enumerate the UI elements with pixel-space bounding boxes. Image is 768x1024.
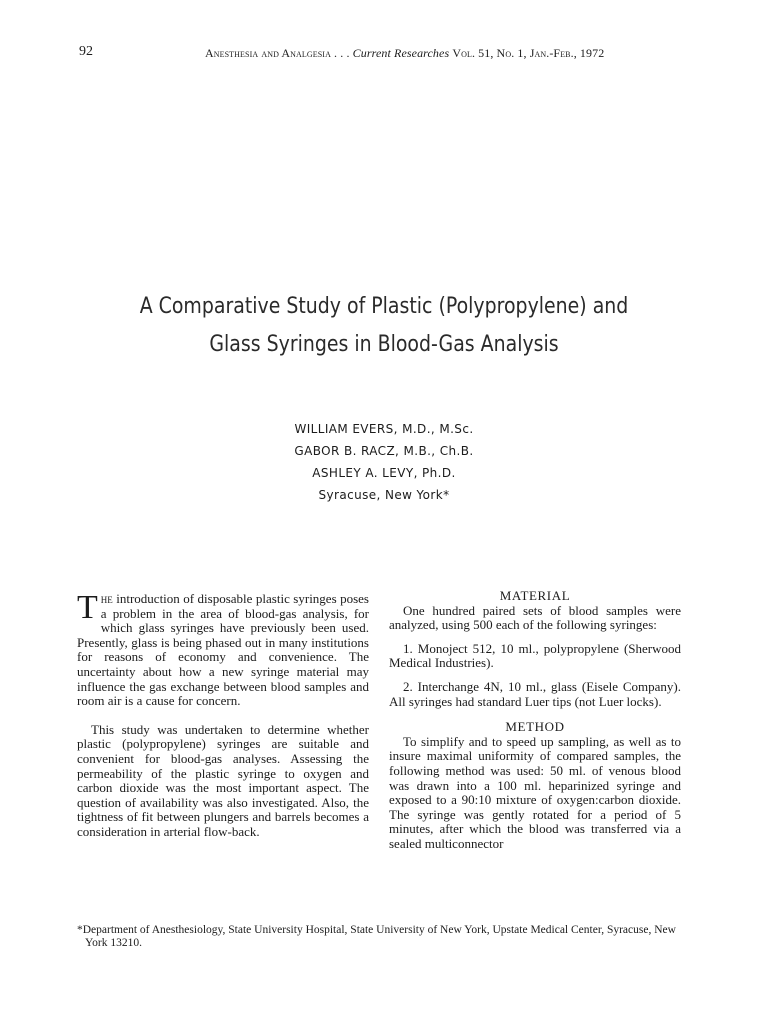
journal-name: Anesthesia and Analgesia — [205, 46, 331, 60]
volume-issue: Vol. 51, No. 1, Jan.-Feb., 1972 — [452, 46, 605, 60]
intro-paragraph — [77, 589, 369, 709]
title-line-2: Glass Syringes in Blood-Gas Analysis — [209, 332, 559, 357]
method-heading: METHOD — [505, 719, 565, 735]
title-line-1: A Comparative Study of Plastic (Polypropylene) and — [139, 294, 629, 319]
intro-text: introduction of disposable plastic syringes poses a problem in the area of blood-gas analysis, for which glass syringes have previously been used. Presently, glass is being phased out in many institutions for reasons of economy and convenience. The uncertainty about how a new syringe material may influence the gas exchange between blood samples and room air is a cause for concern. — [77, 591, 369, 709]
author-3: ASHLEY A. LEVY, Ph.D. — [312, 466, 456, 480]
material-item-2: 2. Interchange 4N, 10 ml., glass (Eisele Company). All syringes had standard Luer tips (not Luer locks). — [389, 678, 681, 709]
running-head-separator: . . . — [330, 46, 353, 60]
journal-section: Current Researches — [352, 46, 450, 60]
running-head — [205, 46, 604, 61]
footnote — [77, 924, 681, 950]
material-heading: MATERIAL — [499, 588, 571, 603]
lead-in: he — [100, 591, 113, 606]
footnote-text: *Department of Anesthesiology, State University Hospital, State University of New York, Upstate Medical Center, Syracuse, New York 13210. — [77, 924, 676, 949]
author-2: GABOR B. RACZ, M.B., Ch.B. — [294, 444, 474, 458]
method-text: To simplify and to speed up sampling, as well as to insure maximal uniformity of compared samples, the following method was used: 50 ml. of venous blood was drawn into a 100 ml. heparinized syringe and exposed to a 90:10 mixture of oxygen:carbon dioxide. The syringe was gently rotated for a period of 5 minutes, after which the blood was transferred via a sealed multiconnector — [389, 733, 681, 851]
right-column — [389, 589, 681, 852]
author-1: WILLIAM EVERS, M.D., M.Sc. — [294, 422, 474, 436]
affiliation: Syracuse, New York* — [318, 488, 450, 502]
article-title — [0, 288, 768, 364]
material-intro: One hundred paired sets of blood samples were analyzed, using 500 each of the following syringes: — [389, 602, 681, 633]
purpose-paragraph: This study was undertaken to determine whether plastic (polypropylene) syringes are suitable and convenient for blood-gas analyses. Assessing the permeability of the plastic syringe to oxygen and carbon dioxide was the most important aspect. The question of availability was also investigated. Also, the tightness of fit between plungers and barrels becomes a consideration in arterial flow-back. — [77, 721, 369, 839]
author-block — [0, 418, 768, 506]
left-column — [77, 589, 369, 840]
drop-cap: T — [77, 589, 98, 626]
page-number: 92 — [79, 44, 93, 59]
material-item-1: 1. Monoject 512, 10 ml., polypropylene (Sherwood Medical Industries). — [389, 640, 681, 671]
